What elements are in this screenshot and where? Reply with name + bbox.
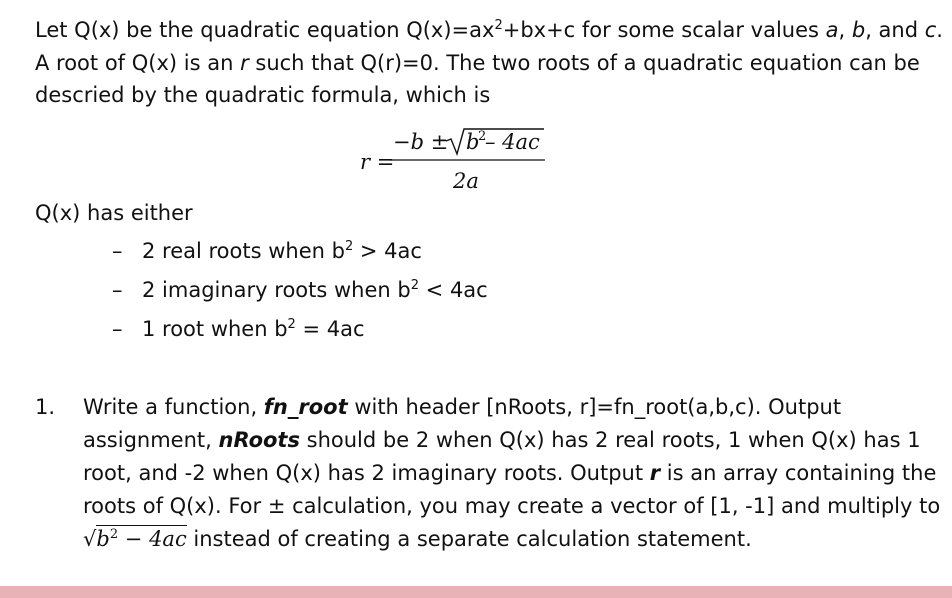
r-output-name: r xyxy=(649,461,661,485)
intro-text-4: such that Q(r)=0. The two roots of a quadratic equation can be descried by the quadratic formula, which is xyxy=(35,50,920,107)
quadratic-formula-svg xyxy=(352,127,572,197)
list-item xyxy=(112,236,488,275)
intro-sep-2: , and xyxy=(865,18,925,42)
task-text-5: calculation, you may create a vector of [1, -1] and multiply to xyxy=(285,494,941,518)
case-text: 1 root when b xyxy=(142,317,288,341)
formula-num-prefix: −b ± xyxy=(393,130,449,154)
case-text-end: = 4ac xyxy=(295,317,365,341)
intro-text-3: . A root of Q(x) is an xyxy=(35,18,943,75)
case-text-end: < 4ac xyxy=(419,278,488,302)
var-b: b xyxy=(851,18,866,42)
quadratic-formula xyxy=(0,127,952,197)
sqrt-exponent: 2 xyxy=(109,527,119,542)
fn-root-name: fn_root xyxy=(263,395,348,419)
var-a: a xyxy=(825,18,839,42)
task-item xyxy=(35,391,947,556)
plus-minus-symbol: ± xyxy=(267,494,286,518)
task-text-4: is an array containing the roots of Q(x). For xyxy=(83,461,937,518)
case-exponent: 2 xyxy=(287,317,296,332)
list-dash: – xyxy=(112,239,123,263)
intro-paragraph xyxy=(35,14,947,112)
formula-radicand-b: b xyxy=(466,130,480,154)
either-line: Q(x) has either xyxy=(35,201,193,225)
sqrt-rest: − 4ac xyxy=(118,527,187,551)
bottom-bar xyxy=(0,586,952,598)
nroots-name: nRoots xyxy=(218,428,300,452)
task-text-6: instead of creating a separate calculation statement. xyxy=(186,527,752,551)
sqrt-radicand xyxy=(96,525,186,551)
var-r: r xyxy=(240,50,249,75)
intro-text-1: Let Q(x) be the quadratic equation Q(x)=ax xyxy=(35,18,495,42)
intro-sep-1: , xyxy=(838,18,852,42)
sqrt-b: b xyxy=(96,527,110,551)
list-item xyxy=(112,275,488,314)
var-c: c xyxy=(924,18,937,42)
task-text-2: with header [nRoots, r]=fn_root(a,b,c). Output assignment, xyxy=(83,395,842,452)
list-item xyxy=(112,314,488,353)
list-dash: – xyxy=(112,278,123,302)
task-number: 1. xyxy=(35,395,56,419)
case-exponent: 2 xyxy=(410,278,419,293)
task-text xyxy=(83,391,947,556)
case-text: 2 real roots when b xyxy=(142,239,345,263)
list-dash: – xyxy=(112,317,123,341)
sqrt-symbol: √ xyxy=(83,527,97,551)
case-text-end: > 4ac xyxy=(353,239,422,263)
formula-radicand-rest: – 4ac xyxy=(485,130,540,154)
case-text: 2 imaginary roots when b xyxy=(142,278,411,302)
formula-lhs: r = xyxy=(360,150,395,174)
inline-sqrt xyxy=(83,525,187,551)
root-cases-list xyxy=(112,236,488,353)
intro-exponent: 2 xyxy=(494,18,503,33)
intro-text-2: +bx+c for some scalar values xyxy=(502,18,826,42)
formula-radicand-exp: 2 xyxy=(478,129,487,144)
task-text-3: should be 2 when Q(x) has 2 real roots, 1 when Q(x) has 1 root, and -2 when Q(x) has 2 imaginary roots. Output xyxy=(83,428,921,485)
formula-denominator: 2a xyxy=(453,169,479,193)
case-exponent: 2 xyxy=(344,239,354,254)
task-text-1: Write a function, xyxy=(83,395,264,419)
